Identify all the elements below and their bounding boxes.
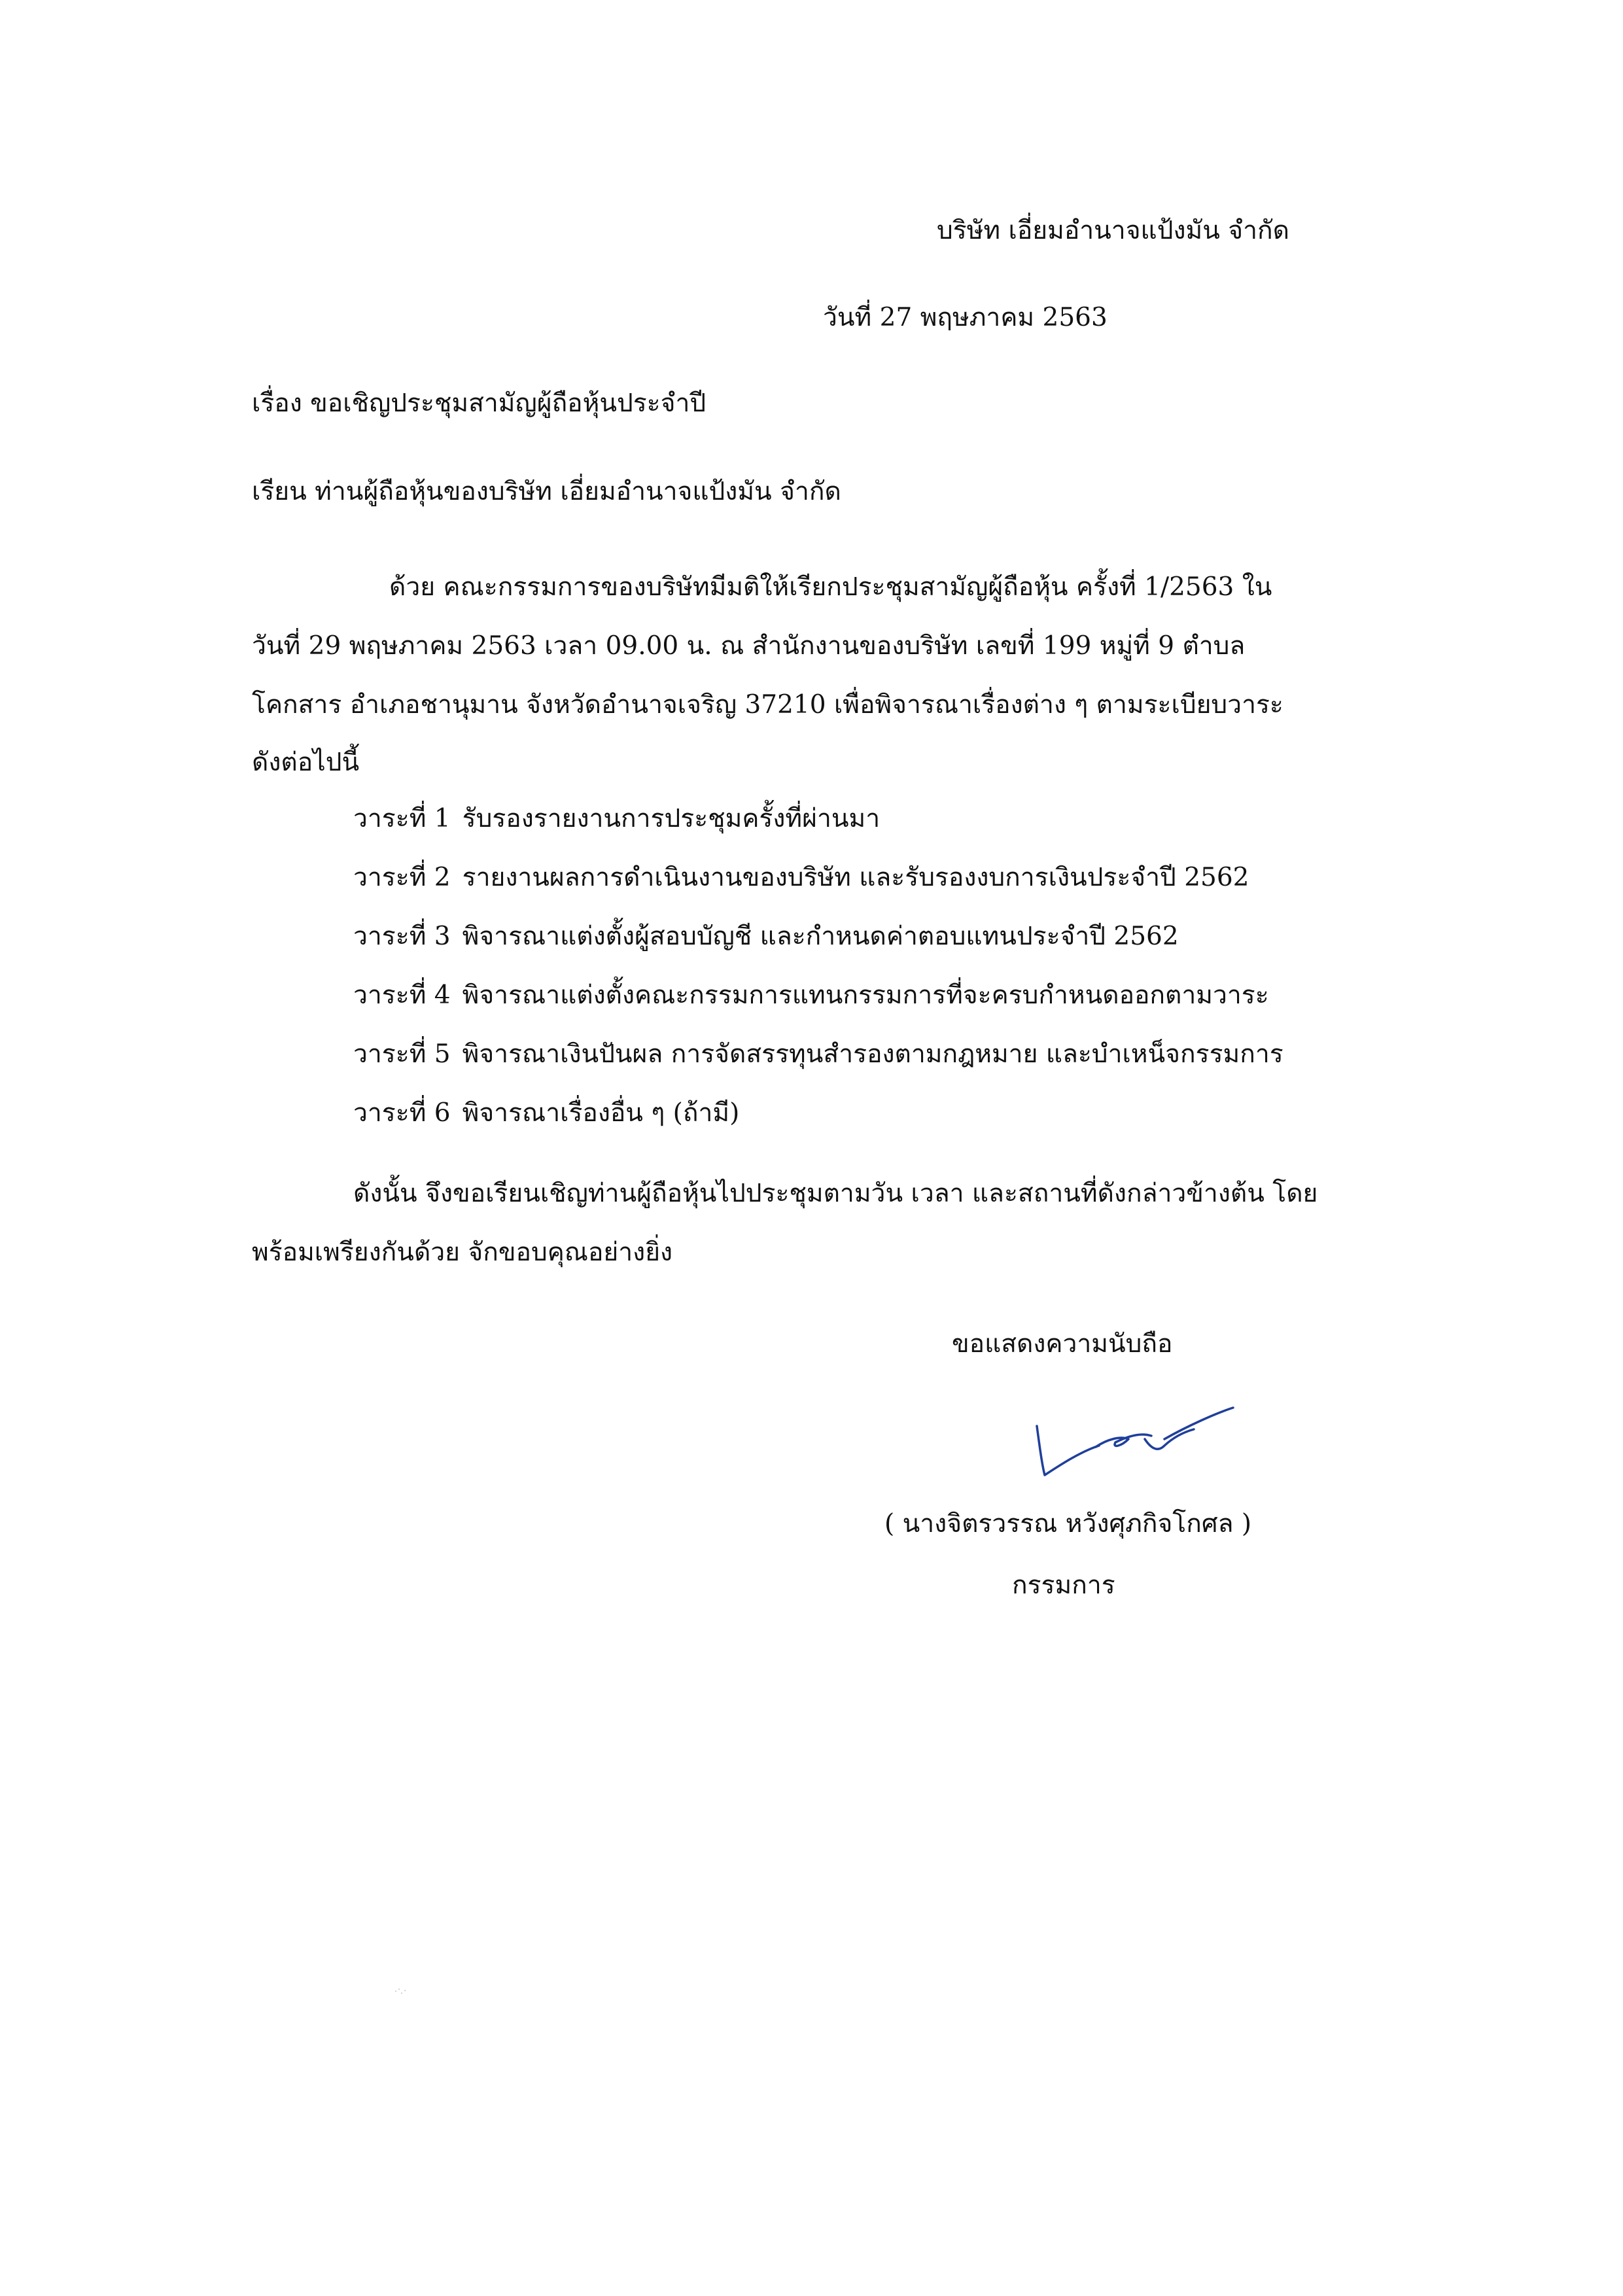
letter-date: วันที่ 27 พฤษภาคม 2563: [823, 303, 1108, 332]
conclusion-paragraph: [252, 1173, 1381, 1267]
intro-line-4: ดังต่อไปนี้: [252, 748, 360, 777]
agenda-item-text: รายงานผลการดำเนินงานของบริษัท และรับรองงบการเงินประจำปี 2562: [462, 863, 1249, 892]
agenda-item-5: [353, 1034, 1283, 1074]
letter-subject: เรื่อง ขอเชิญประชุมสามัญผู้ถือหุ้นประจำปี: [252, 389, 707, 418]
signer-name: ( นางจิตรวรรณ หวังศุภกิจโกศล ): [884, 1509, 1252, 1539]
scan-speck: [395, 1989, 407, 1996]
conclusion-line-1: ดังนั้น จึงขอเรียนเชิญท่านผู้ถือหุ้นไปประชุมตามวัน เวลา และสถานที่ดังกล่าวข้างต้น โดย: [353, 1179, 1318, 1208]
closing-salutation: ขอแสดงความนับถือ: [952, 1329, 1173, 1359]
agenda-item-label: วาระที่ 2: [353, 863, 451, 892]
agenda-item-text: พิจารณาแต่งตั้งคณะกรรมการแทนกรรมการที่จะครบกำหนดออกตามวาระ: [462, 981, 1269, 1010]
company-name: บริษัท เอี่ยมอำนาจแป้งมัน จำกัด: [937, 216, 1289, 245]
intro-line-3: โคกสาร อำเภอชานุมาน จังหวัดอำนาจเจริญ 37210 เพื่อพิจารณาเรื่องต่าง ๆ ตามระเบียบวาระ: [252, 690, 1283, 720]
agenda-item-label: วาระที่ 1: [353, 804, 451, 833]
signature-icon: [1030, 1400, 1240, 1485]
letter-recipient: เรียน ท่านผู้ถือหุ้นของบริษัท เอี่ยมอำนาจแป้งมัน จำกัด: [252, 477, 841, 506]
agenda-item-1: [353, 798, 880, 839]
conclusion-line-2: พร้อมเพรียงกันด้วย จักขอบคุณอย่างยิ่ง: [252, 1238, 673, 1267]
agenda-item-label: วาระที่ 3: [353, 922, 451, 951]
agenda-item-text: รับรองรายงานการประชุมครั้งที่ผ่านมา: [462, 804, 881, 833]
agenda-item-text: พิจารณาเรื่องอื่น ๆ (ถ้ามี): [462, 1098, 740, 1128]
agenda-item-2: [353, 857, 1249, 897]
agenda-item-label: วาระที่ 5: [353, 1039, 451, 1069]
intro-paragraph: [252, 566, 1381, 777]
agenda-item-label: วาระที่ 6: [353, 1098, 451, 1128]
intro-line-2: วันที่ 29 พฤษภาคม 2563 เวลา 09.00 น. ณ สำนักงานของบริษัท เลขที่ 199 หมู่ที่ 9 ตำบล: [252, 631, 1246, 661]
intro-line-1: ด้วย คณะกรรมการของบริษัทมีมติให้เรียกประชุมสามัญผู้ถือหุ้น ครั้งที่ 1/2563 ใน: [389, 572, 1272, 602]
agenda-item-3: [353, 916, 1179, 956]
agenda-item-text: พิจารณาเงินปันผล การจัดสรรทุนสำรองตามกฎหมาย และบำเหน็จกรรมการ: [462, 1039, 1283, 1069]
agenda-item-6: [353, 1092, 739, 1133]
signer-position: กรรมการ: [1012, 1571, 1115, 1600]
agenda-item-text: พิจารณาแต่งตั้งผู้สอบบัญชี และกำหนดค่าตอบแทนประจำปี 2562: [462, 922, 1179, 951]
agenda-item-label: วาระที่ 4: [353, 981, 451, 1010]
agenda-item-4: [353, 975, 1269, 1015]
